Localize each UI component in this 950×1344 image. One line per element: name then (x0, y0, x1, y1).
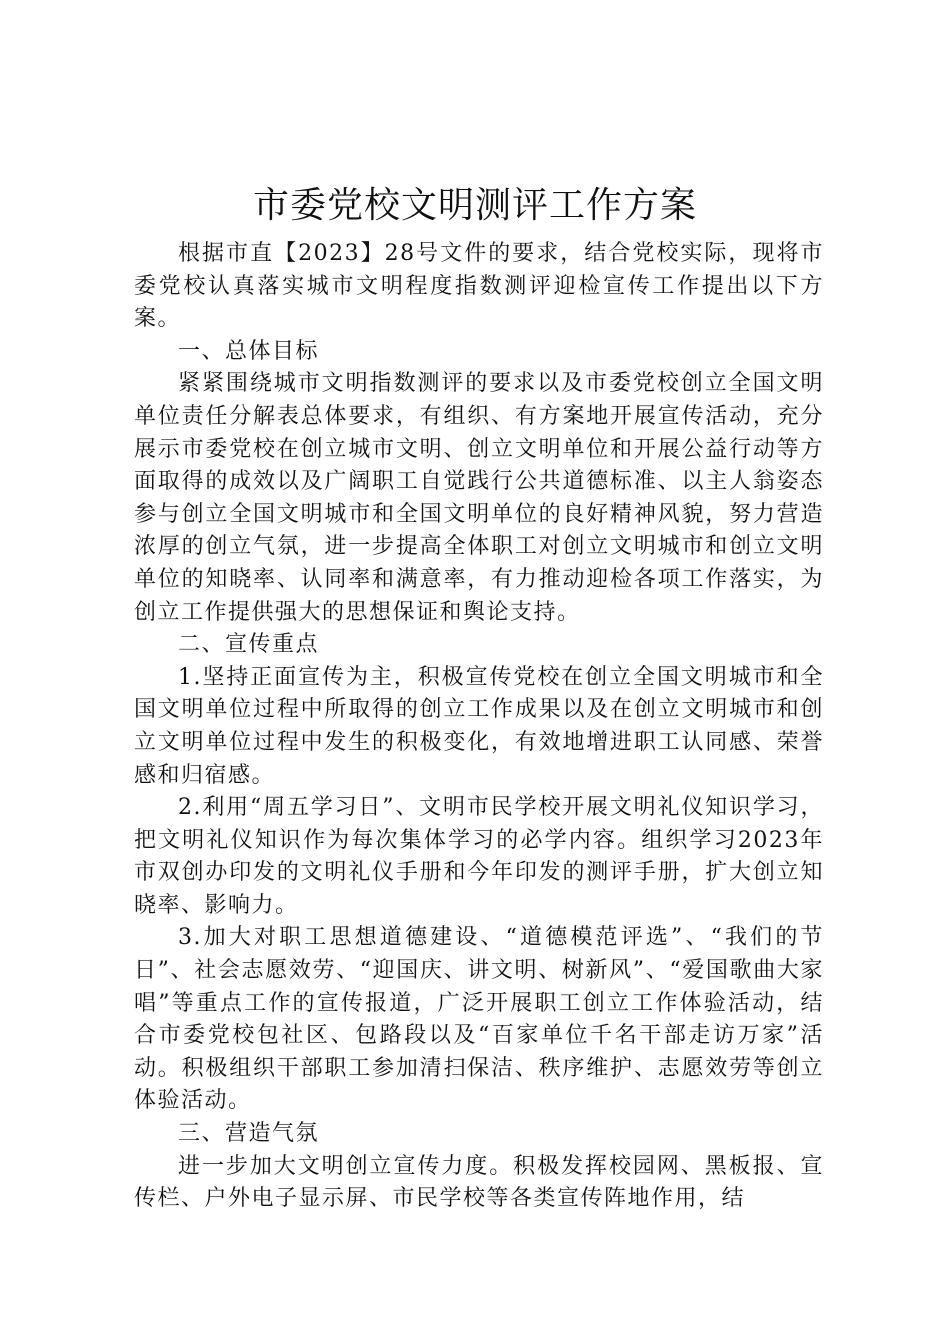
goals-paragraph: 紧紧围绕城市文明指数测评的要求以及市委党校创立全国文明单位责任分解表总体要求，有组织、有方案地开展宣传活动，充分展示市委党校在创立城市文明、创立文明单位和开展公益行动等方面取得的成效以及广阔职工自觉践行公共道德标准、以主人翁姿态参与创立全国文明城市和全国文明单位的良好精神风貌，努力营造浓厚的创立气氛，进一步提高全体职工对创立文明城市和创立文明单位的知晓率、认同率和满意率，有力推动迎检各项工作落实，为创立工作提供强大的思想保证和舆论支持。 (134, 371, 824, 625)
document-title: 市委党校文明测评工作方案 (252, 185, 697, 226)
document-body (134, 238, 824, 1216)
focus-item-3: 3.加大对职工思想道德建设、“道德模范评选”、“我们的节日”、社会志愿效劳、“迎国庆、讲文明、树新风”、“爱国歌曲大家唱”等重点工作的宣传报道，广泛开展职工创立工作体验活动，结合市委党校包社区、包路段以及“百家单位千名干部走访万家”活动。积极组织干部职工参加清扫保洁、秩序维护、志愿效劳等创立体验活动。 (134, 925, 824, 1114)
section-heading-focus: 二、宣传重点 (178, 632, 320, 658)
focus-item-2: 2.利用“周五学习日”、文明市民学校开展文明礼仪知识学习，把文明礼仪知识作为每次集体学习的必学内容。组织学习2023年市双创办印发的文明礼仪手册和今年印发的测评手册，扩大创立知晓率、影响力。 (134, 795, 824, 918)
focus-item-1: 1.坚持正面宣传为主，积极宣传党校在创立全国文明城市和全国文明单位过程中所取得的创立工作成果以及在创立文明城市和创立文明单位过程中发生的积极变化，有效地增进职工认同感、荣誉感和归宿感。 (134, 664, 824, 788)
intro-paragraph: 根据市直【2023】28号文件的要求，结合党校实际，现将市委党校认真落实城市文明程度指数测评迎检宣传工作提出以下方案。 (134, 241, 824, 332)
section-heading-atmosphere: 三、营造气氛 (178, 1121, 320, 1147)
atmosphere-paragraph: 进一步加大文明创立宣传力度。积极发挥校园网、黑板报、宣传栏、户外电子显示屏、市民学校等各类宣传阵地作用，结 (134, 1153, 824, 1212)
section-heading-goals: 一、总体目标 (178, 338, 320, 364)
